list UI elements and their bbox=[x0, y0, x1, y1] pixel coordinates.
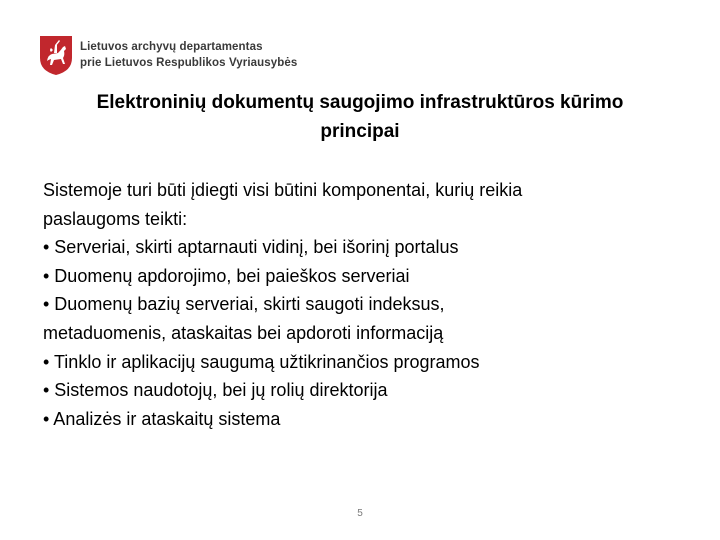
org-line-2: prie Lietuvos Respublikos Vyriausybės bbox=[80, 57, 298, 69]
bullet-item: • Sistemos naudotojų, bei jų rolių direktorija bbox=[43, 380, 388, 401]
intro-line-1: Sistemoje turi būti įdiegti visi būtini komponentai, kurių reikia bbox=[43, 180, 523, 200]
bullet-item-continuation: metaduomenis, ataskaitas bei apdoroti informaciją bbox=[43, 322, 444, 343]
title-line-2: principai bbox=[320, 121, 400, 142]
org-line-1: Lietuvos archyvų departamentas bbox=[80, 41, 263, 53]
bullet-item: • Serveriai, skirti aptarnauti vidinį, bei išorinį portalus bbox=[43, 237, 459, 258]
slide-body bbox=[43, 176, 683, 433]
bullet-item: • Analizės ir ataskaitų sistema bbox=[43, 408, 281, 429]
slide-title bbox=[30, 88, 690, 146]
page-number: 5 bbox=[357, 508, 363, 519]
title-line-1: Elektroninių dokumentų saugojimo infrastruktūros kūrimo bbox=[96, 92, 624, 113]
bullet-item: • Duomenų bazių serveriai, skirti saugoti indeksus, bbox=[43, 294, 445, 315]
bullet-item: • Duomenų apdorojimo, bei paieškos serveriai bbox=[43, 265, 410, 286]
intro-line-2: paslaugoms teikti: bbox=[43, 208, 188, 229]
header bbox=[38, 34, 297, 76]
crest-icon bbox=[38, 34, 74, 76]
organization-name bbox=[80, 39, 297, 71]
bullet-item: • Tinklo ir aplikacijų saugumą užtikrinančios programos bbox=[43, 351, 480, 372]
